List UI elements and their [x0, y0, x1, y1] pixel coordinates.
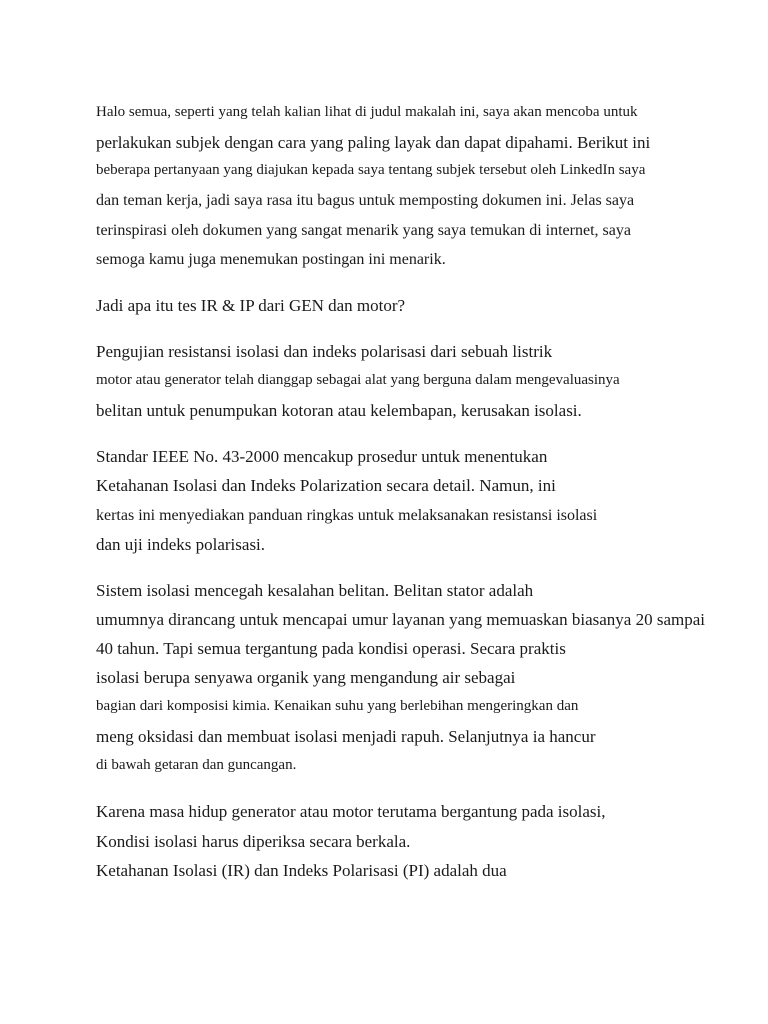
section-question-heading: Jadi apa itu tes IR & IP dari GEN dan motor? [96, 296, 406, 315]
paragraph-4-line-2: Ketahanan Isolasi dan Indeks Polarization secara detail. Namun, ini [96, 476, 556, 495]
paragraph-3-line-3: belitan untuk penumpukan kotoran atau kelembapan, kerusakan isolasi. [96, 401, 582, 420]
paragraph-1-line-2: perlakukan subjek dengan cara yang paling layak dan dapat dipahami. Berikut ini [96, 133, 651, 152]
paragraph-3-line-2: motor atau generator telah dianggap sebagai alat yang berguna dalam mengevaluasinya [96, 372, 620, 388]
paragraph-5-line-6: meng oksidasi dan membuat isolasi menjadi rapuh. Selanjutnya ia hancur [96, 727, 596, 746]
paragraph-4-line-1: Standar IEEE No. 43-2000 mencakup prosedur untuk menentukan [96, 447, 548, 466]
paragraph-1-line-6: semoga kamu juga menemukan postingan ini menarik. [96, 251, 446, 268]
paragraph-6-line-1: Karena masa hidup generator atau motor terutama bergantung pada isolasi, [96, 802, 606, 821]
paragraph-5-line-3: 40 tahun. Tapi semua tergantung pada kondisi operasi. Secara praktis [96, 639, 566, 658]
paragraph-1-line-5: terinspirasi oleh dokumen yang sangat menarik yang saya temukan di internet, saya [96, 222, 631, 239]
paragraph-3-line-1: Pengujian resistansi isolasi dan indeks polarisasi dari sebuah listrik [96, 342, 553, 361]
paragraph-6-line-3: Ketahanan Isolasi (IR) dan Indeks Polarisasi (PI) adalah dua [96, 861, 507, 880]
paragraph-1-line-3: beberapa pertanyaan yang diajukan kepada saya tentang subjek tersebut oleh LinkedIn saya [96, 162, 646, 178]
paragraph-4-line-3: kertas ini menyediakan panduan ringkas untuk melaksanakan resistansi isolasi [96, 507, 598, 524]
paragraph-1-line-1: Halo semua, seperti yang telah kalian lihat di judul makalah ini, saya akan mencoba untuk [96, 104, 638, 120]
paragraph-5-line-2: umumnya dirancang untuk mencapai umur layanan yang memuaskan biasanya 20 sampai [96, 610, 705, 629]
paragraph-5-line-1: Sistem isolasi mencegah kesalahan belitan. Belitan stator adalah [96, 581, 534, 600]
paragraph-5-line-4: isolasi berupa senyawa organik yang mengandung air sebagai [96, 668, 516, 687]
paragraph-5-line-7: di bawah getaran dan guncangan. [96, 757, 297, 773]
paragraph-4-line-4: dan uji indeks polarisasi. [96, 535, 266, 554]
paragraph-5-line-5: bagian dari komposisi kimia. Kenaikan suhu yang berlebihan mengeringkan dan [96, 698, 579, 714]
paragraph-1-line-4: dan teman kerja, jadi saya rasa itu bagus untuk memposting dokumen ini. Jelas saya [96, 192, 635, 209]
paragraph-6-line-2: Kondisi isolasi harus diperiksa secara berkala. [96, 832, 411, 851]
